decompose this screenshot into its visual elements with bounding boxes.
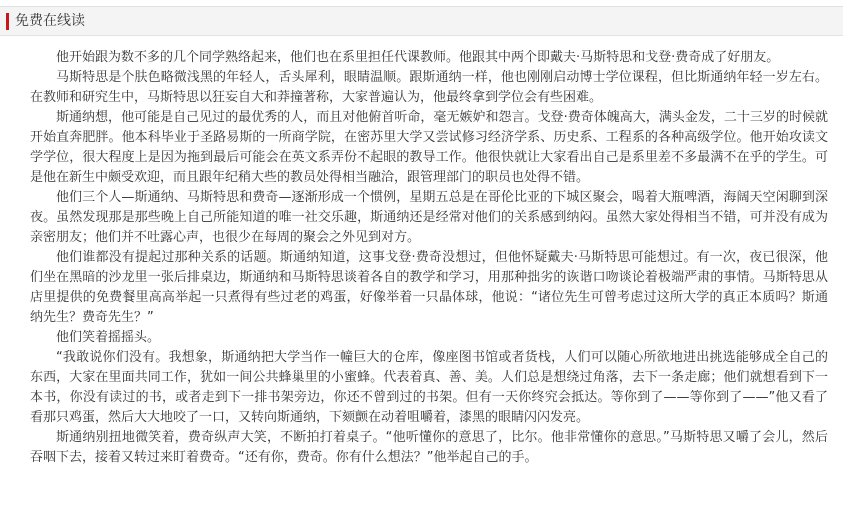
paragraph: 斯通纳别扭地微笑着，费奇纵声大笑，不断拍打着桌子。“他听懂你的意思了，比尔。他非常懂你的意思。”马斯特思又嚼了会儿，然后吞咽下去，接着又转过来盯着费奇。“还有你，费奇。你有什么想法？”他举起自己的手。 xyxy=(30,430,828,465)
paragraph: 他们三个人—斯通纳、马斯特思和费奇—逐渐形成一个惯例，星期五总是在哥伦比亚的下城区聚会，喝着大瓶啤酒，海阔天空闲聊到深夜。虽然发现那是那些晚上自己所能知道的唯一社交乐趣，斯通纳还是经常对他们的关系感到纳闷。虽然大家处得相当不错，可并没有成为亲密朋友；他们并不吐露心声，也很少在每周的聚会之外见到对方。 xyxy=(30,190,828,245)
paragraph: 他开始跟为数不多的几个同学熟络起来，他们也在系里担任代课教师。他跟其中两个即戴夫·马斯特思和戈登·费奇成了好朋友。 xyxy=(56,50,780,65)
section-header xyxy=(0,6,843,36)
paragraph: 斯通纳想，他可能是自己见过的最优秀的人，而且对他俯首听命，毫无嫉妒和怨言。戈登·费奇体魄高大，满头金发，二十三岁的时候就开始直奔肥胖。他本科毕业于圣路易斯的一所商学院，在密苏里大学又尝试修习经济学系、历史系、工程系的各种高级学位。他开始攻读文学学位，很大程度上是因为拖到最后可能会在英文系弄份不起眼的教导工作。他很快就让大家看出自己是系里差不多最满不在乎的学生。可是他在新生中颇受欢迎，而且跟年纪稍大些的教员处得相当融洽，跟管理部门的职员也处得不错。 xyxy=(30,110,828,185)
paragraph: 他们谁都没有提起过那种关系的话题。斯通纳知道，这事戈登·费奇没想过，但他怀疑戴夫·马斯特思可能想过。有一次，夜已很深，他们坐在黑暗的沙龙里一张后排桌边，斯通纳和马斯特思谈着各自的教学和学习，用那种拙劣的诙谐口吻谈论着极端严肃的事情。马斯特思从店里提供的免费餐里高高举起一只煮得有些过老的鸡蛋，好像举着一只晶体球，他说：“诸位先生可曾考虑过这所大学的真正本质吗？斯通纳先生？费奇先生？” xyxy=(30,250,828,325)
header-accent-bar xyxy=(6,13,9,30)
paragraph: “我敢说你们没有。我想象，斯通纳把大学当作一幢巨大的仓库，像座图书馆或者货栈，人们可以随心所欲地进出挑选能够成全自己的东西，大家在里面共同工作，犹如一间公共蜂巢里的小蜜蜂。代表着真、善、美。人们总是想绕过角落，去下一条走廊；他们就想看到下一本书，你没有读过的书，或者走到下一排书架旁边，你还不曾到过的书架。但有一天你终究会抵达。等你到了——等你到了——”他又看了看那只鸡蛋，然后大大地咬了一口，又转向斯通纳，下颏颤在动着咀嚼着，漆黑的眼睛闪闪发亮。 xyxy=(30,350,828,425)
paragraph: 马斯特思是个肤色略微浅黑的年轻人，舌头犀利，眼睛温顺。跟斯通纳一样，他也刚刚启动博士学位课程，但比斯通纳年轻一岁左右。在教师和研究生中，马斯特思以狂妄自大和莽撞著称，大家普遍认为，他最终拿到学位会有些困难。 xyxy=(30,70,828,105)
paragraph: 他们笑着摇摇头。 xyxy=(56,330,161,345)
section-title: 免费在线读 xyxy=(15,13,85,29)
article-body xyxy=(30,48,828,468)
